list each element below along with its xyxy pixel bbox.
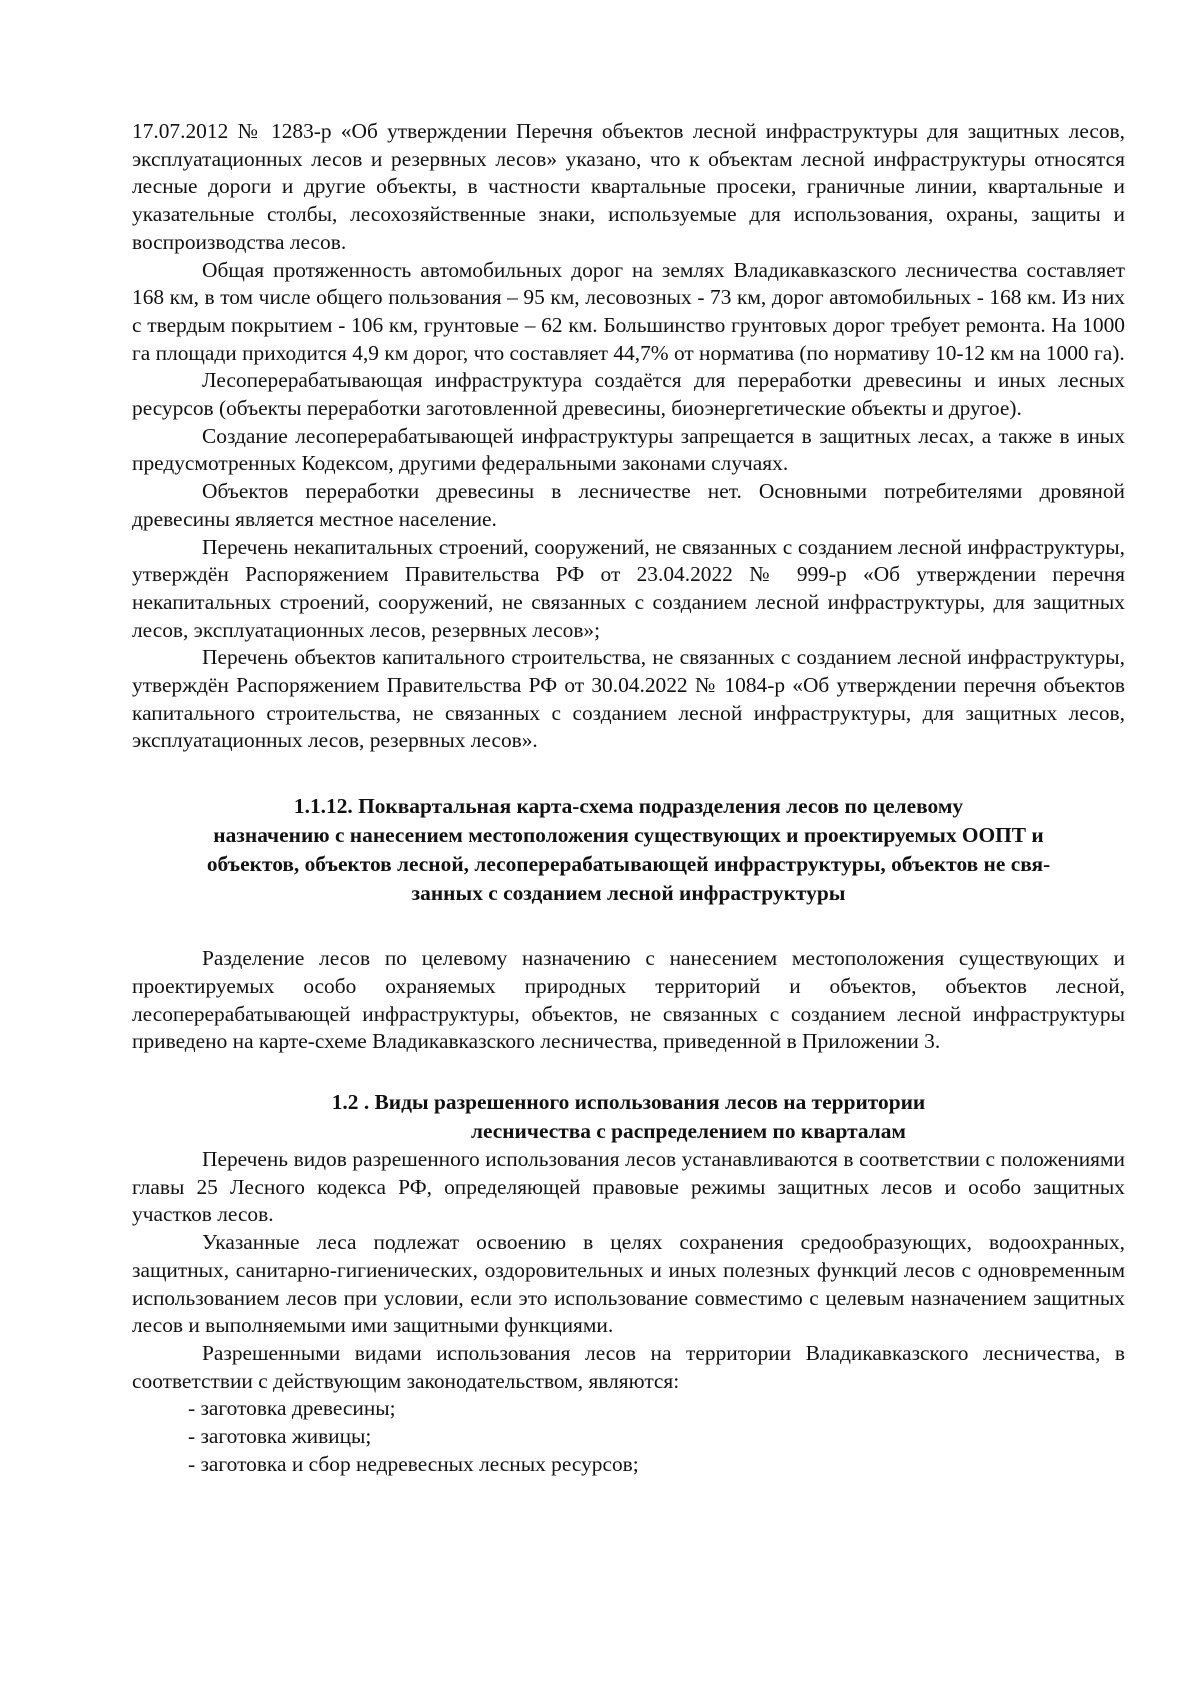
paragraph-allowed-uses-intro: Разрешенными видами использования лесов на территории Владикавказского лесничества, в соответствии с действующим законодательством, являются: bbox=[132, 1340, 1125, 1393]
allowed-uses-list bbox=[132, 1395, 1125, 1478]
paragraph-no-processing-objects: Объектов переработки древесины в лесничестве нет. Основными потребителями дровяной древесины является местное население. bbox=[132, 479, 1125, 531]
paragraph-forest-development: Указанные леса подлежат освоению в целях сохранения средообразующих, водоохранных, защитных, санитарно-гигиенических, оздоровительных и иных полезных функций лесов с одновременным использованием лесов при условии, если это использование совместимо с целевым назначением защитных лесов и выполняемыми ими защитными функциями. bbox=[132, 1230, 1125, 1338]
paragraph-roads-length: Общая протяженность автомобильных дорог на землях Владикавказского лесничества составляет 168 км, в том числе общего пользования – 95 км, лесовозных - 73 км, дорог автомобильных - 168 км. Из них с твердым покрытием - 106 км, грунтовые – 62 км. Большинство грунтовых дорог требует ремонта. На 1000 га площади приходится 4,9 км дорог, что составляет 44,7% от норматива (по нормативу 10-12 км на 1000 га). bbox=[132, 257, 1125, 365]
paragraph-allowed-uses-basis: Перечень видов разрешенного использования лесов устанавливаются в соответствии с положениями главы 25 Лесного кодекса РФ, определяющей правовые режимы защитных лесов и особо защитных участков лесов. bbox=[132, 1146, 1125, 1227]
list-item: - заготовка древесины; bbox=[188, 1396, 396, 1421]
list-item: - заготовка живицы; bbox=[188, 1424, 372, 1449]
paragraph-processing-infrastructure: Лесоперерабатывающая инфраструктура создаётся для переработки древесины и иных лесных ресурсов (объекты переработки заготовленной древесины, биоэнергетические объекты и другое). bbox=[132, 368, 1125, 421]
section-heading-1-2 bbox=[132, 1088, 1125, 1146]
heading-line: занных с созданием лесной инфраструктуры bbox=[411, 881, 846, 906]
heading-line: назначению с нанесением местоположения существующих и проектируемых ООПТ и bbox=[213, 823, 1044, 848]
document-page bbox=[132, 118, 1125, 1478]
list-item: - заготовка и сбор недревесных лесных ресурсов; bbox=[188, 1451, 639, 1476]
heading-line: лесничества с распределением по кварталам bbox=[470, 1118, 907, 1143]
paragraph-noncapital-list: Перечень некапитальных строений, сооружений, не связанных с созданием лесной инфраструктуры, утверждён Распоряжением Правительства РФ от 23.04.2022 № 999-р «Об утверждении перечня некапитальных строений, сооружений, не связанных с созданием лесной инфраструктуры, для защитных лесов, эксплуатационных лесов, резервных лесов»; bbox=[132, 534, 1125, 642]
heading-line: объектов, объектов лесной, лесоперерабатывающей инфраструктуры, объектов не свя- bbox=[206, 852, 1051, 877]
heading-line: 1.2 . Виды разрешенного использования лесов на территории bbox=[331, 1089, 926, 1114]
paragraph-map-scheme: Разделение лесов по целевому назначению с нанесением местоположения существующих и проектируемых особо охраняемых природных территорий и объектов, объектов лесной, лесоперерабатывающей инфраструктуры, объектов, не связанных с созданием лесной инфраструктуры приведено на карте-схеме Владикавказского лесничества, приведенной в Приложении 3. bbox=[132, 946, 1125, 1054]
paragraph-processing-prohibition: Создание лесоперерабатывающей инфраструктуры запрещается в защитных лесах, а также в иных предусмотренных Кодексом, другими федеральными законами случаях. bbox=[132, 423, 1125, 476]
section-heading-1-1-12 bbox=[132, 792, 1125, 908]
heading-line: 1.1.12. Поквартальная карта-схема подразделения лесов по целевому bbox=[293, 794, 964, 819]
paragraph-order-reference: 17.07.2012 № 1283-р «Об утверждении Перечня объектов лесной инфраструктуры для защитных лесов, эксплуатационных лесов и резервных лесов» указано, что к объектам лесной инфраструктуры относятся лесные дороги и другие объекты, в частности квартальные просеки, граничные линии, квартальные и указательные столбы, лесохозяйственные знаки, используемые для использования, охраны, защиты и воспроизводства лесов. bbox=[132, 119, 1125, 254]
paragraph-capital-list: Перечень объектов капитального строительства, не связанных с созданием лесной инфраструктуры, утверждён Распоряжением Правительства РФ от 30.04.2022 № 1084-р «Об утверждении перечня объектов капитального строительства, не связанных с созданием лесной инфраструктуры, для защитных лесов, эксплуатационных лесов, резервных лесов». bbox=[132, 645, 1125, 753]
